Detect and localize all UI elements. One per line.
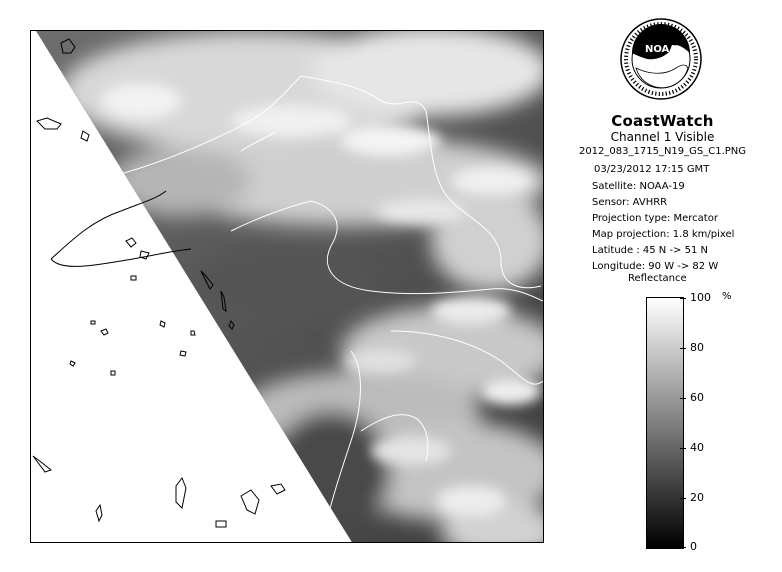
cloud-imagery	[31, 31, 544, 543]
product-title: CoastWatch	[611, 112, 714, 130]
reflectance-colorbar	[646, 297, 684, 549]
colorbar-tick	[680, 448, 686, 449]
projection-type: Projection type: Mercator	[592, 213, 718, 224]
noaa-logo-text: NOAA	[644, 44, 678, 55]
noaa-logo	[620, 18, 702, 100]
colorbar-tick-label: 0	[690, 540, 697, 553]
map-projection: Map projection: 1.8 km/pixel	[592, 229, 735, 240]
colorbar-tick	[680, 348, 686, 349]
channel-label: Channel 1 Visible	[610, 130, 715, 144]
satellite-image-panel	[30, 30, 544, 543]
sensor-name: Sensor: AVHRR	[592, 197, 668, 208]
colorbar-tick-label: 60	[690, 391, 704, 404]
image-filename: 2012_083_1715_N19_GS_C1.PNG	[578, 146, 747, 157]
latitude-range: Latitude : 45 N -> 51 N	[592, 245, 708, 256]
acquisition-datetime: 03/23/2012 17:15 GMT	[594, 164, 710, 175]
legend-title: Reflectance	[628, 273, 687, 284]
colorbar-tick	[680, 298, 686, 299]
colorbar-tick-label: 40	[690, 441, 704, 454]
colorbar-tick	[680, 498, 686, 499]
colorbar-tick-label: 80	[690, 341, 704, 354]
longitude-range: Longitude: 90 W -> 82 W	[592, 261, 719, 272]
satellite-name: Satellite: NOAA-19	[592, 181, 685, 192]
colorbar-tick-label: 100	[690, 291, 711, 304]
legend-unit: %	[722, 291, 732, 302]
colorbar-tick-label: 20	[690, 491, 704, 504]
satellite-image	[31, 31, 544, 543]
colorbar-tick	[680, 547, 686, 548]
colorbar-tick	[680, 398, 686, 399]
